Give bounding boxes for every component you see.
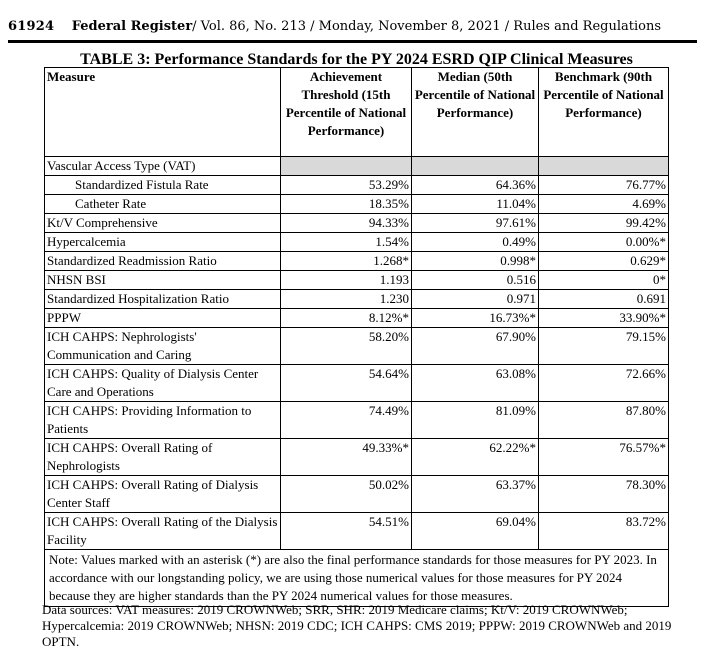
- table-row: [45, 476, 669, 513]
- column-header: Measure: [45, 68, 281, 157]
- achievement-cell: 58.20%: [281, 328, 412, 365]
- measure-cell: ICH CAHPS: Providing Information to Patients: [45, 402, 281, 439]
- benchmark-cell: 0*: [539, 271, 669, 290]
- table-row: [45, 252, 669, 271]
- table-row: [45, 365, 669, 402]
- median-cell: 0.998*: [412, 252, 539, 271]
- table-row: [45, 157, 669, 176]
- measure-cell: ICH CAHPS: Overall Rating of Nephrologists: [45, 439, 281, 476]
- table-row: [45, 176, 669, 195]
- table-row: [45, 214, 669, 233]
- achievement-cell: 50.02%: [281, 476, 412, 513]
- table-row: [45, 195, 669, 214]
- achievement-cell: 1.193: [281, 271, 412, 290]
- benchmark-cell: 72.66%: [539, 365, 669, 402]
- table-row: [45, 328, 669, 365]
- page-number: 61924: [8, 19, 55, 34]
- benchmark-cell: 33.90%*: [539, 309, 669, 328]
- column-header: Median (50th Percentile of National Performance): [412, 68, 539, 157]
- achievement-cell: 54.64%: [281, 365, 412, 402]
- median-cell: 0.516: [412, 271, 539, 290]
- measure-cell: Kt/V Comprehensive: [45, 214, 281, 233]
- achievement-cell: 1.268*: [281, 252, 412, 271]
- benchmark-cell: 0.00%*: [539, 233, 669, 252]
- measure-cell: Vascular Access Type (VAT): [45, 157, 281, 176]
- median-cell: 69.04%: [412, 513, 539, 550]
- measure-cell: ICH CAHPS: Overall Rating of the Dialysis Facility: [45, 513, 281, 550]
- median-cell: 67.90%: [412, 328, 539, 365]
- table-row: [45, 233, 669, 252]
- page-header: [8, 18, 698, 36]
- publication-details: / Vol. 86, No. 213 / Monday, November 8, 2021 / Rules and Regulations: [192, 19, 662, 34]
- median-cell: 0.971: [412, 290, 539, 309]
- benchmark-cell: 79.15%: [539, 328, 669, 365]
- measure-cell: ICH CAHPS: Overall Rating of Dialysis Center Staff: [45, 476, 281, 513]
- median-cell: 64.36%: [412, 176, 539, 195]
- median-cell: 63.37%: [412, 476, 539, 513]
- achievement-cell: 8.12%*: [281, 309, 412, 328]
- performance-standards-table: [44, 67, 669, 607]
- table-row: [45, 290, 669, 309]
- median-cell: 11.04%: [412, 195, 539, 214]
- benchmark-cell: 0.629*: [539, 252, 669, 271]
- measure-cell: Standardized Hospitalization Ratio: [45, 290, 281, 309]
- measure-cell: ICH CAHPS: Quality of Dialysis Center Care and Operations: [45, 365, 281, 402]
- measure-cell: PPPW: [45, 309, 281, 328]
- achievement-cell: 49.33%*: [281, 439, 412, 476]
- achievement-cell: 94.33%: [281, 214, 412, 233]
- benchmark-cell: 83.72%: [539, 513, 669, 550]
- measure-cell: NHSN BSI: [45, 271, 281, 290]
- column-header: Achievement Threshold (15th Percentile of National Performance): [281, 68, 412, 157]
- median-cell: 16.73%*: [412, 309, 539, 328]
- median-cell: 81.09%: [412, 402, 539, 439]
- table-note-row: [45, 550, 669, 607]
- data-sources: Data sources: VAT measures: 2019 CROWNWeb; SRR, SHR: 2019 Medicare claims; Kt/V: 2019 CROWNWeb; Hypercalcemia: 2019 CROWNWeb; NHSN: 2019 CDC; ICH CAHPS: CMS 2019; PPPW: 2019 CROWNWeb and 2019 OPTN.: [42, 602, 672, 649]
- table-row: [45, 271, 669, 290]
- publication-name: Federal Register: [71, 19, 193, 34]
- benchmark-cell: 76.77%: [539, 176, 669, 195]
- median-cell: 97.61%: [412, 214, 539, 233]
- measure-cell: ICH CAHPS: Nephrologists' Communication and Caring: [45, 328, 281, 365]
- column-header: Benchmark (90th Percentile of National Performance): [539, 68, 669, 157]
- median-cell: [412, 157, 539, 176]
- median-cell: 0.49%: [412, 233, 539, 252]
- achievement-cell: 18.35%: [281, 195, 412, 214]
- benchmark-cell: 99.42%: [539, 214, 669, 233]
- benchmark-cell: 78.30%: [539, 476, 669, 513]
- benchmark-cell: 4.69%: [539, 195, 669, 214]
- achievement-cell: [281, 157, 412, 176]
- median-cell: 62.22%*: [412, 439, 539, 476]
- achievement-cell: 1.230: [281, 290, 412, 309]
- benchmark-cell: 87.80%: [539, 402, 669, 439]
- measure-cell: Catheter Rate: [45, 195, 281, 214]
- header-rule: [8, 40, 697, 43]
- table-row: [45, 439, 669, 476]
- measure-cell: Hypercalcemia: [45, 233, 281, 252]
- measure-cell: Standardized Readmission Ratio: [45, 252, 281, 271]
- measure-cell: Standardized Fistula Rate: [45, 176, 281, 195]
- table-title: TABLE 3: Performance Standards for the PY 2024 ESRD QIP Clinical Measures: [80, 51, 633, 68]
- achievement-cell: 53.29%: [281, 176, 412, 195]
- achievement-cell: 1.54%: [281, 233, 412, 252]
- table-row: [45, 402, 669, 439]
- benchmark-cell: 0.691: [539, 290, 669, 309]
- table-row: [45, 513, 669, 550]
- table-header-row: [45, 68, 669, 157]
- median-cell: 63.08%: [412, 365, 539, 402]
- achievement-cell: 54.51%: [281, 513, 412, 550]
- benchmark-cell: 76.57%*: [539, 439, 669, 476]
- table-row: [45, 309, 669, 328]
- table-note: Note: Values marked with an asterisk (*) are also the final performance standards for those measures for PY 2023. In accordance with our longstanding policy, we are using those numerical values for those measures for PY 2024 because they are higher standards than the PY 2024 numerical values for those measures.: [45, 550, 669, 607]
- achievement-cell: 74.49%: [281, 402, 412, 439]
- benchmark-cell: [539, 157, 669, 176]
